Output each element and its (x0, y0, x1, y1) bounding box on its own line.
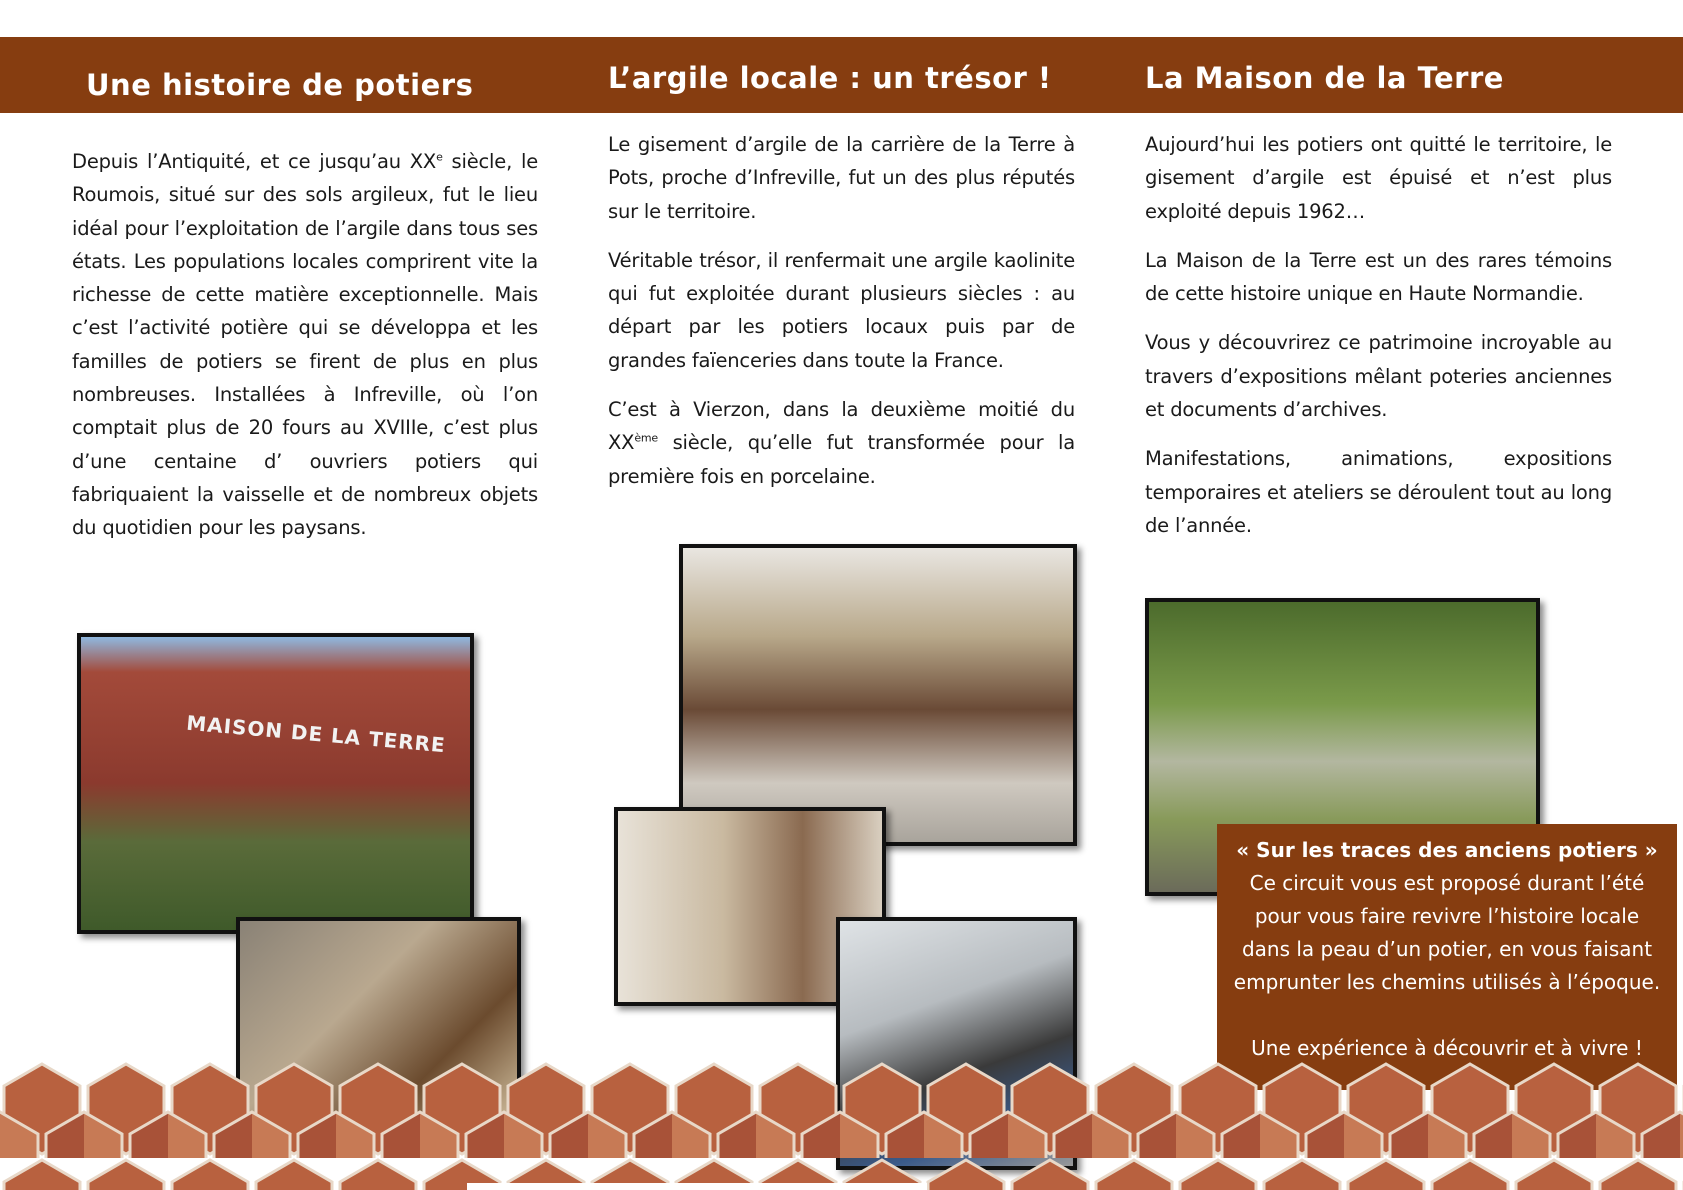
bottom-strip (467, 1183, 927, 1190)
paragraph (1145, 244, 1612, 311)
circuit-callout (1217, 824, 1677, 1090)
photo-maison-facade (77, 633, 474, 934)
superscript: e (436, 150, 443, 164)
callout-line: pour vous faire revivre l’histoire locale (1254, 904, 1640, 928)
photo-fireplace-room (679, 544, 1077, 846)
hexagon-tile-border (0, 1062, 1683, 1190)
paragraph (72, 145, 538, 545)
superscript: ème (634, 431, 658, 445)
paragraph (1145, 326, 1612, 426)
callout-line: Ce circuit vous est proposé durant l’été (1249, 871, 1645, 895)
callout-line: dans la peau d’un potier, en vous faisant (1241, 937, 1653, 961)
callout-closing: Une expérience à découvrir et à vivre ! (1251, 1036, 1643, 1060)
paragraph (608, 244, 1075, 377)
title-histoire: Une histoire de potiers (86, 68, 474, 102)
paragraph-text: Véritable trésor, il renfermait une argile kaolinite qui fut exploitée durant plusieurs siècles : au départ par les potiers locaux puis par de grandes faïenceries dans toute la France. (608, 248, 1075, 372)
title-maison: La Maison de la Terre (1145, 61, 1504, 95)
paragraph-text: Le gisement d’argile de la carrière de la Terre à Pots, proche d’Infreville, fut un des plus réputés sur le territoire. (608, 133, 1075, 223)
paragraph-text: Vous y découvrirez ce patrimoine incroyable au travers d’expositions mêlant poteries anciennes et documents d’archives. (1145, 331, 1612, 422)
paragraph-text: Aujourd’hui les potiers ont quitté le territoire, le gisement d’argile est épuisé et n’est plus exploité depuis 1962… (1145, 133, 1612, 223)
facade-sign: MAISON DE LA TERRE (185, 710, 447, 758)
callout-line: emprunter les chemins utilisés à l’époque. (1233, 970, 1661, 994)
column-argile (608, 128, 1075, 509)
paragraph (608, 393, 1075, 493)
paragraph (608, 128, 1075, 228)
paragraph-text: Depuis l’Antiquité, et ce jusqu’au XX (72, 150, 437, 173)
paragraph-text: siècle, le Roumois, situé sur des sols argileux, fut le lieu idéal pour l’exploitation de l’argile dans tous ses états. Les populations locales comprirent vite la richesse de cette matière exceptionnelle. Mais c’est l’activité potière qui se développa et les familles de potiers se firent de plus en plus nombreuses. Installées à Infreville, où l’on comptait plus de 20 fours au XVIIIe, c’est plus d’une centaine d’ ouvriers potiers qui fabriquaient la vaisselle et de nombreux objets du quotidien pour les paysans. (72, 150, 538, 540)
column-histoire (72, 145, 538, 561)
paragraph (1145, 442, 1612, 542)
paragraph-text: siècle, qu’elle fut transformée pour la première fois en porcelaine. (608, 431, 1075, 488)
paragraph-text: La Maison de la Terre est un des rares témoins de cette histoire unique en Haute Normandie. (1145, 248, 1612, 306)
column-maison (1145, 128, 1612, 558)
paragraph-text: C’est à Vierzon, dans la deuxième moitié du XX (608, 398, 1075, 455)
paragraph (1145, 128, 1612, 228)
title-argile: L’argile locale : un trésor ! (608, 61, 1052, 95)
callout-title: « Sur les traces des anciens potiers » (1236, 838, 1658, 862)
paragraph-text: Manifestations, animations, expositions temporaires et ateliers se déroulent tout au long de l’année. (1145, 447, 1612, 537)
